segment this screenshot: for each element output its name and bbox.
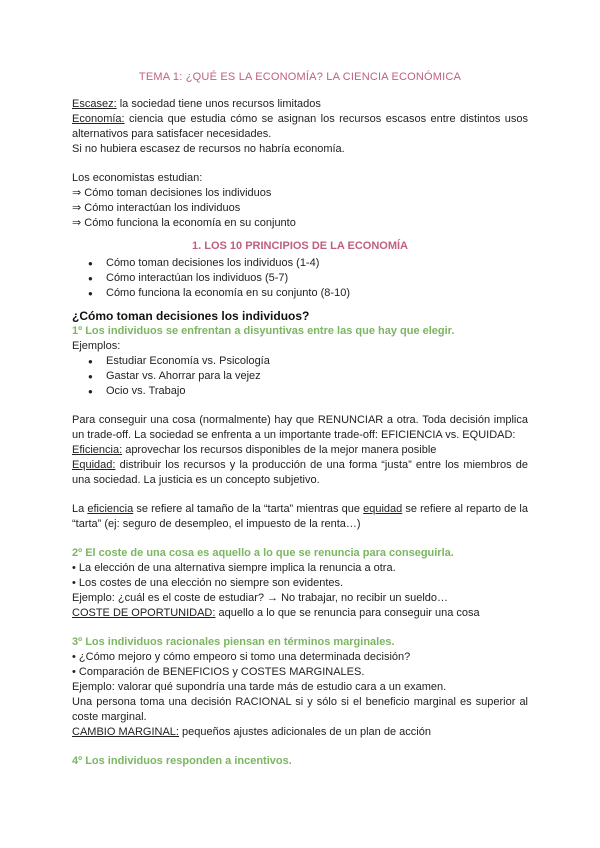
- eficiencia-term: eficiencia: [87, 503, 134, 515]
- list-item: ● Cómo toman decisiones los individuos (1-4): [72, 256, 528, 271]
- equidad-definition: [72, 458, 528, 488]
- question-heading: ¿Cómo toman decisiones los individuos?: [72, 309, 310, 323]
- ejemplos-list: [72, 354, 528, 399]
- list-item: ● Cómo interactúan los individuos (5-7): [72, 271, 528, 286]
- principles-list: [72, 256, 528, 301]
- racional-text: Una persona toma una decisión RACIONAL si y sólo si el beneficio marginal es superior al coste marginal.: [72, 696, 528, 723]
- page-title: [72, 70, 528, 85]
- list-item: ● Cómo funciona la economía en su conjunto (8-10): [72, 286, 528, 301]
- list-item: ● Gastar vs. Ahorrar para la vejez: [72, 369, 528, 384]
- escasez-text: la sociedad tiene unos recursos limitados: [116, 98, 321, 110]
- estudian-item: ⇒ Cómo funciona la economía en su conjunto: [72, 217, 296, 229]
- economia-label: Economía:: [72, 113, 125, 125]
- coste-oportunidad-definition: [72, 606, 528, 621]
- ejemplos-label: Ejemplos:: [72, 340, 121, 352]
- eficiencia-definition: [72, 443, 528, 458]
- tarta-text: se refiere al reparto de la “tarta” (ej: seguro de desempleo, el impuesto de la renta…): [72, 503, 528, 530]
- principle-3-line: • ¿Cómo mejoro y cómo empeoro si tomo una determinada decisión?: [72, 651, 411, 663]
- escasez-label: Escasez:: [72, 98, 117, 110]
- list-item: ● Ocio vs. Trabajo: [72, 384, 528, 399]
- equidad-text: distribuir los recursos y la producción de una forma “justa” entre los miembros de una sociedad. La justicia es un concepto subjetivo.: [72, 459, 528, 486]
- section-title: 1. LOS 10 PRINCIPIOS DE LA ECONOMÍA: [192, 240, 408, 252]
- title-prefix: TEMA 1:: [138, 71, 183, 83]
- eficiencia-label: Eficiencia:: [72, 444, 123, 456]
- coste-oportunidad-label: COSTE DE OPORTUNIDAD:: [72, 607, 216, 619]
- principle-2-line: Ejemplo: ¿cuál es el coste de estudiar? → No trabajar, no recibir un sueldo…: [72, 592, 449, 604]
- cambio-marginal-text: pequeños ajustes adicionales de un plan de acción: [178, 726, 431, 738]
- coste-oportunidad-text: aquello a lo que se renuncia para conseguir una cosa: [215, 607, 480, 619]
- equidad-term: equidad: [363, 503, 403, 515]
- principle-2-line: • La elección de una alternativa siempre implica la renuncia a otra.: [72, 562, 396, 574]
- title-text: ¿QUÉ ES LA ECONOMÍA? LA CIENCIA ECONÓMICA: [182, 71, 462, 83]
- no-escasez-text: Si no hubiera escasez de recursos no habría economía.: [72, 143, 345, 155]
- list-item: ● Estudiar Economía vs. Psicología: [72, 354, 528, 369]
- principle-1-title: 1º Los individuos se enfrentan a disyuntivas entre las que hay que elegir.: [72, 325, 455, 337]
- principle-2-line: • Los costes de una elección no siempre son evidentes.: [72, 577, 344, 589]
- cambio-marginal-definition: [72, 725, 528, 740]
- economia-text: ciencia que estudia cómo se asignan los recursos escasos entre distintos usos alternativos para satisfacer necesidades.: [72, 113, 528, 140]
- principle-4-title: 4º Los individuos responden a incentivos.: [72, 755, 292, 767]
- economia-definition: [72, 112, 528, 142]
- principle-2-title: 2º El coste de una cosa es aquello a lo que se renuncia para conseguirla.: [72, 547, 454, 559]
- equidad-label: Equidad:: [72, 459, 116, 471]
- principle-3-line: Ejemplo: valorar qué supondría una tarde más de estudio cara a un examen.: [72, 681, 447, 693]
- escasez-definition: [72, 97, 528, 112]
- tarta-text: se refiere al tamaño de la “tarta” mientras que: [133, 503, 364, 515]
- estudian-item: ⇒ Cómo toman decisiones los individuos: [72, 187, 272, 199]
- para-conseguir-text: Para conseguir una cosa (normalmente) hay que RENUNCIAR a otra. Toda decisión implica un trade-off. La sociedad se enfrenta a un importante trade-off: EFICIENCIA vs. EQUIDAD:: [72, 414, 528, 441]
- eficiencia-text: aprovechar los recursos disponibles de la mejor manera posible: [122, 444, 437, 456]
- document-page: [72, 70, 528, 769]
- principle-3-title: 3º Los individuos racionales piensan en términos marginales.: [72, 636, 395, 648]
- tarta-text: La: [72, 503, 88, 515]
- tarta-paragraph: [72, 502, 528, 532]
- principle-3-line: • Comparación de BENEFICIOS y COSTES MARGINALES.: [72, 666, 365, 678]
- estudian-item: ⇒ Cómo interactúan los individuos: [72, 202, 241, 214]
- cambio-marginal-label: CAMBIO MARGINAL:: [72, 726, 179, 738]
- estudian-heading: Los economistas estudian:: [72, 172, 203, 184]
